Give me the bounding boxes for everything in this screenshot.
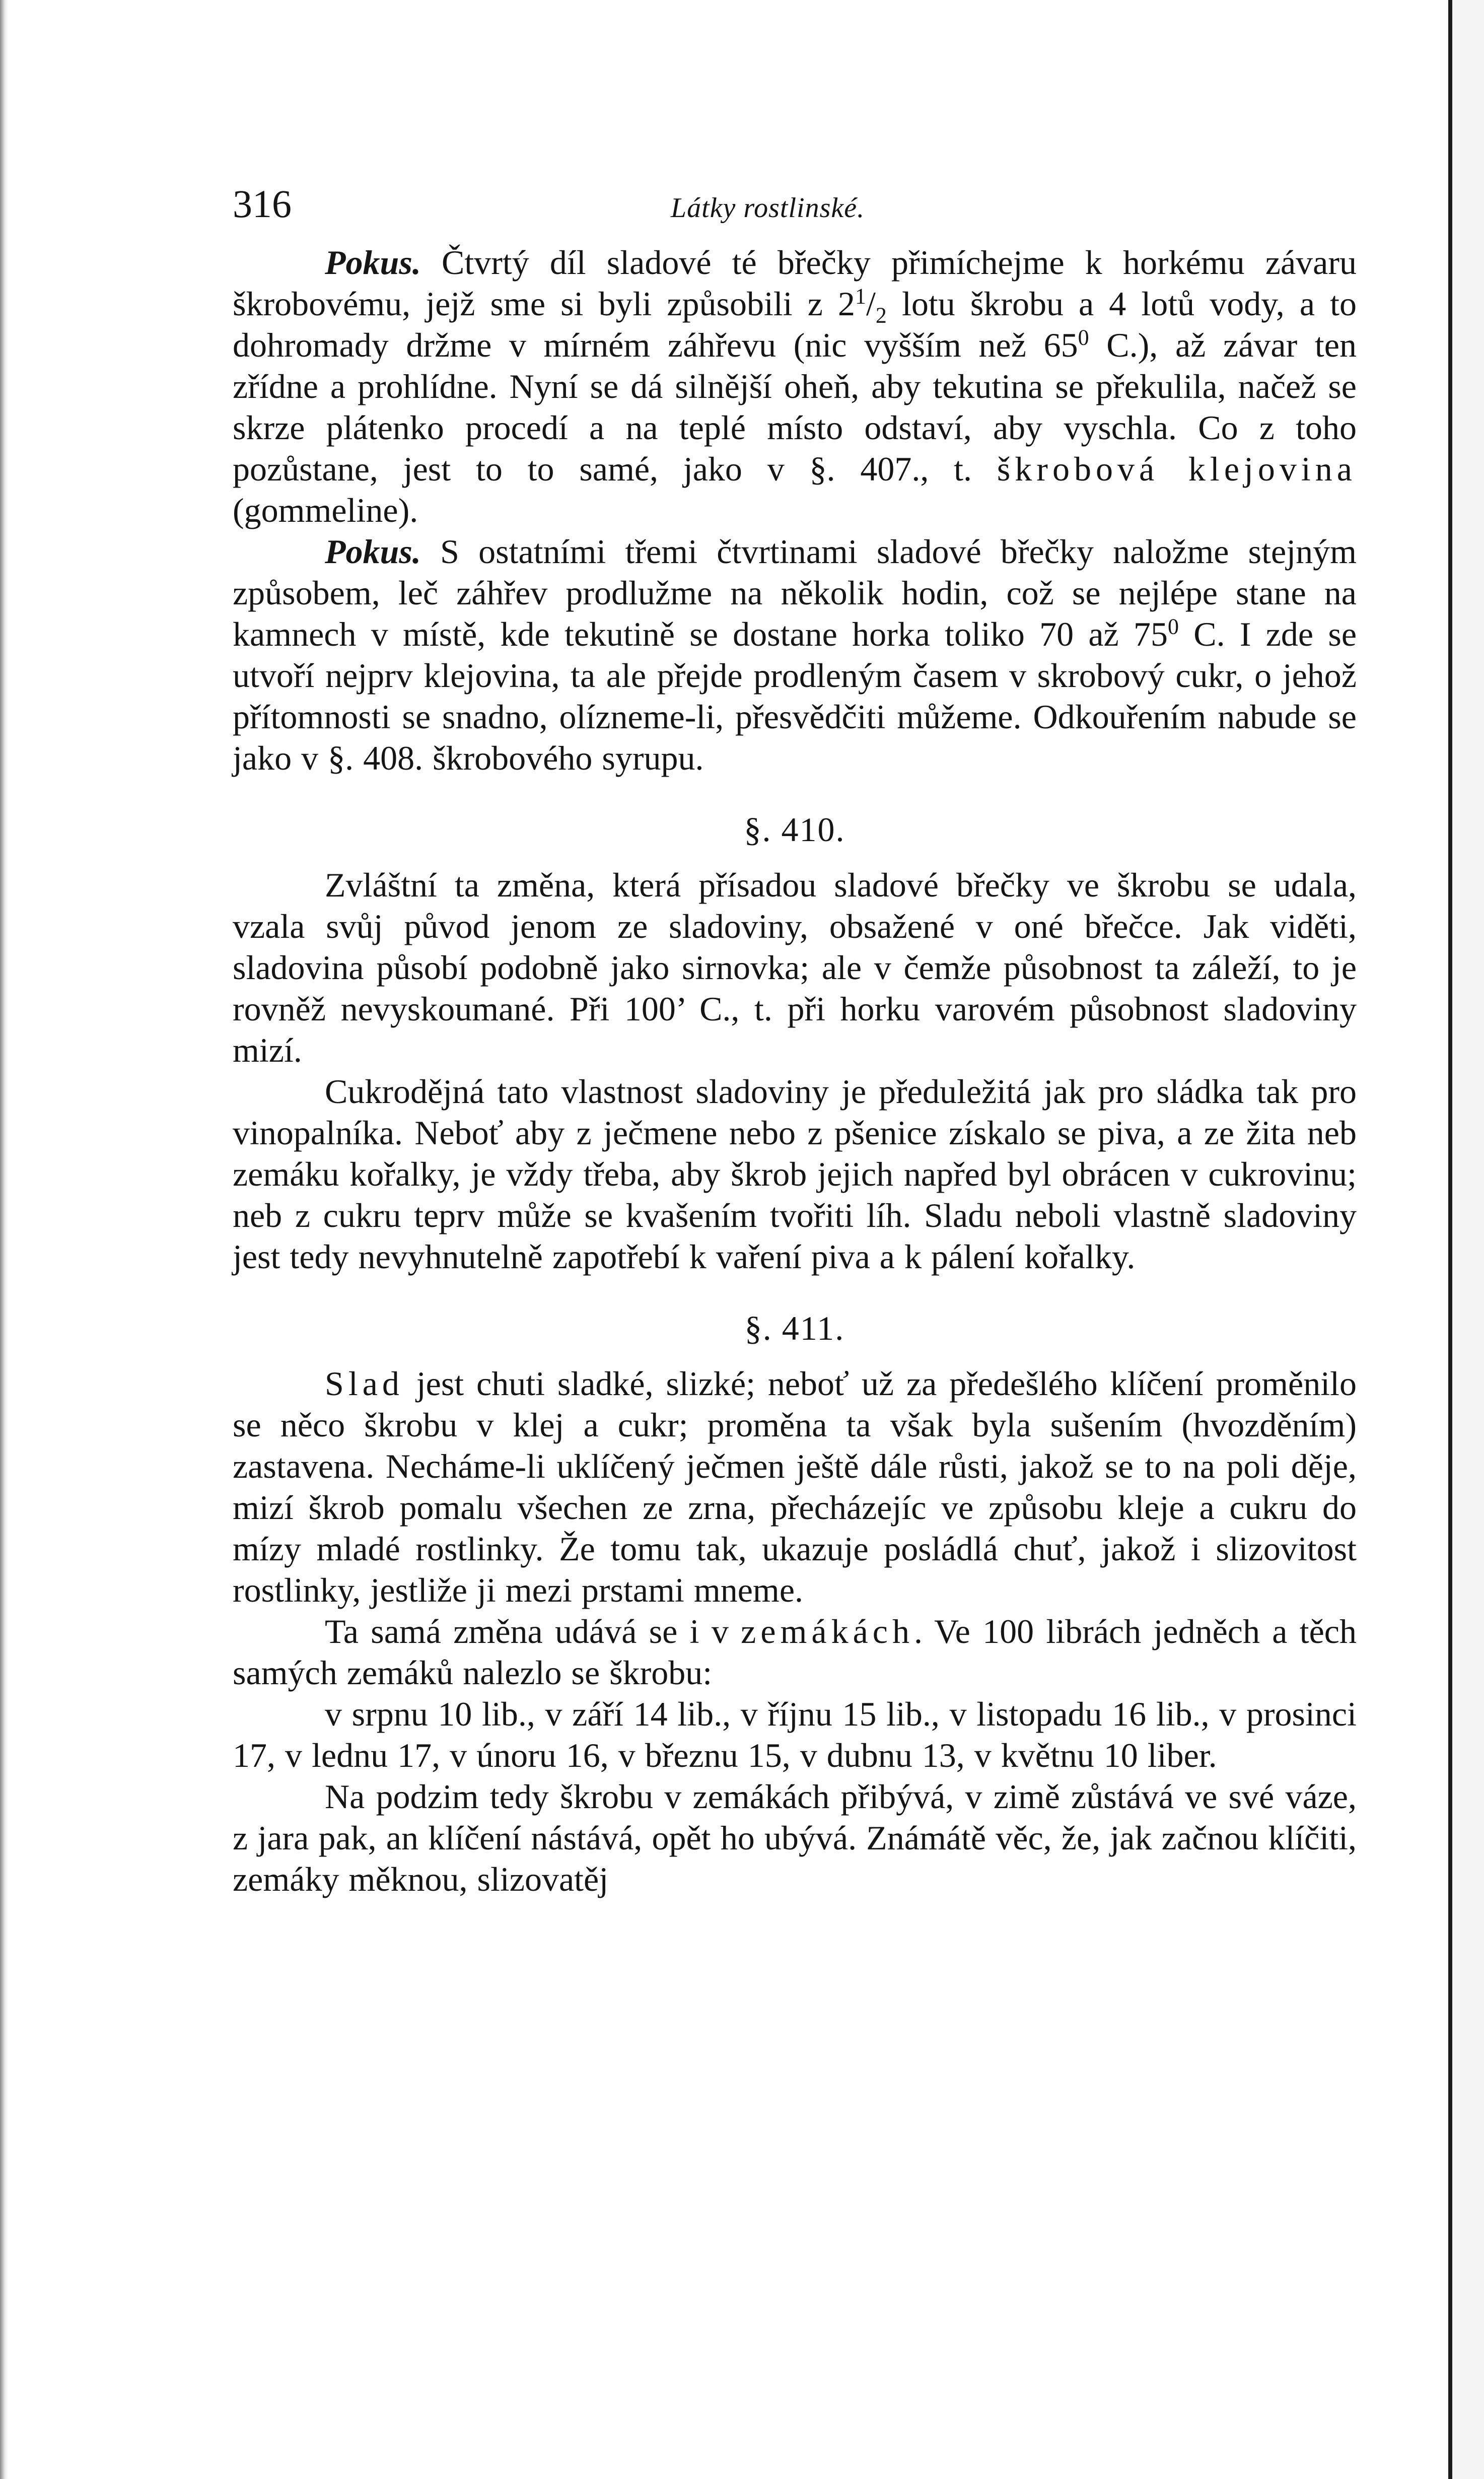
paragraph-411-1: Slad jest chuti sladké, slizké; neboť už za předešlého klíčení proměnilo se něco škrobu v klej a cukr; proměna ta však byla sušením (hvozděním) zastavena. Necháme-li uklíčený ječmen ještě dále růsti, jakož se to na poli děje, mizí škrob pomalu všechen ze zrna, přecházejíc ve způsobu kleje a cukru do mízy mladé rostlinky. Že tomu tak, ukazuje posládlá chuť, jakož i slizovitost rostlinky, jestliže ji mezi prstami mneme. [233, 1364, 1357, 1609]
spaced-term: Slad [325, 1364, 404, 1403]
paragraph-411-3: Na podzim tedy škrobu v zemákách přibývá, v zimě zůstává ve své váze, z jara pak, an klíčení nástává, opět ho ubývá. Známátě věc, že, jak začnou klíčiti, zemáky měknou, slizovatěj [233, 1777, 1357, 1898]
paragraph-pokus-1: Pokus. Čtvrtý díl sladové té břečky přimíchejme k horkému závaru škrobovému, jejž sme si byli způsobili z $2^1/_2$ lotu škrobu a 4 lotů vody, a to dohromady držme v mírném záhřevu (nic vyšším než $65^0$ C.), až závar ten zřídne a prohlídne. Nyní se dá silnější oheň, aby tekutina se překulila, načež se skrze plátenko procedí a na teplé místo odstaví, aby vyschla. Co z toho pozůstane, jest to to samé, jako v §. 407., t. škrobová klejovina (gommeline). [233, 243, 1357, 529]
page-left-edge-shadow [0, 0, 8, 2479]
page-right-edge [1448, 0, 1452, 2479]
page-margin-strip [1452, 0, 1484, 2479]
book-page [233, 181, 1357, 1900]
pokus-label: Pokus. [325, 243, 421, 282]
paragraph-pokus-2: Pokus. S ostatními třemi čtvrtinami sladové břečky naložme stejným způsobem, leč záhřev prodlužme na několik hodin, což se nejlépe stane na kamnech v místě, kde tekutině se dostane horka toliko 70 až $75^0$ C. I zde se utvoří nejprv klejovina, ta ale přejde prodleným časem v skrobový cukr, o jehož přítomnosti se snadno, olízneme-li, přesvědčiti můžeme. Odkouřením nabude se jako v §. 408. škrobového syrupu. [233, 532, 1357, 777]
section-heading-410: §. 410. [744, 810, 845, 849]
paragraph-410-2: Cukrodějná tato vlastnost sladoviny je předuležitá jak pro sládka tak pro vinopalníka. Neboť aby z ječmene nebo z pšenice získalo se piva, a ze žita neb zemáku kořalky, je vždy třeba, aby škrob jejich napřed byl obrácen v cukrovinu; neb z cukru teprv může se kvašením tvořiti líh. Sladu neboli vlastně sladoviny jest tedy nevyhnutelně zapotřebí k vaření piva a k pálení kořalky. [233, 1072, 1357, 1276]
section-heading-411: §. 411. [744, 1309, 845, 1347]
spaced-term: škrobová klejovina [997, 450, 1357, 488]
pokus-label: Pokus. [325, 532, 421, 571]
running-title: Látky rostlinské. [671, 192, 865, 224]
paragraph-410-1: Zvláštní ta změna, která přísadou sladové břečky ve škrobu se udala, vzala svůj původ jenom ze sladoviny, obsažené v oné břečce. Jak viděti, sladovina působí podobně jako sirnovka; ale v čemže působnost ta záleží, to je rovněž nevyskoumané. Při 100’ C., t. při horku varovém působnost sladoviny mizí. [233, 866, 1357, 1069]
page-header [233, 181, 1357, 242]
paragraph-monthly-values: v srpnu 10 lib., v září 14 lib., v říjnu 15 lib., v listopadu 16 lib., v prosinci 17, v lednu 17, v únoru 16, v březnu 15, v dubnu 13, v květnu 10 liber. [233, 1695, 1357, 1774]
spaced-term: zemákách [741, 1612, 914, 1650]
paragraph-411-2: Ta samá změna udává se i v zemákách. Ve 100 librách jedněch a těch samých zemáků nalezlo se škrobu: [233, 1612, 1357, 1692]
page-number: 316 [233, 182, 292, 226]
